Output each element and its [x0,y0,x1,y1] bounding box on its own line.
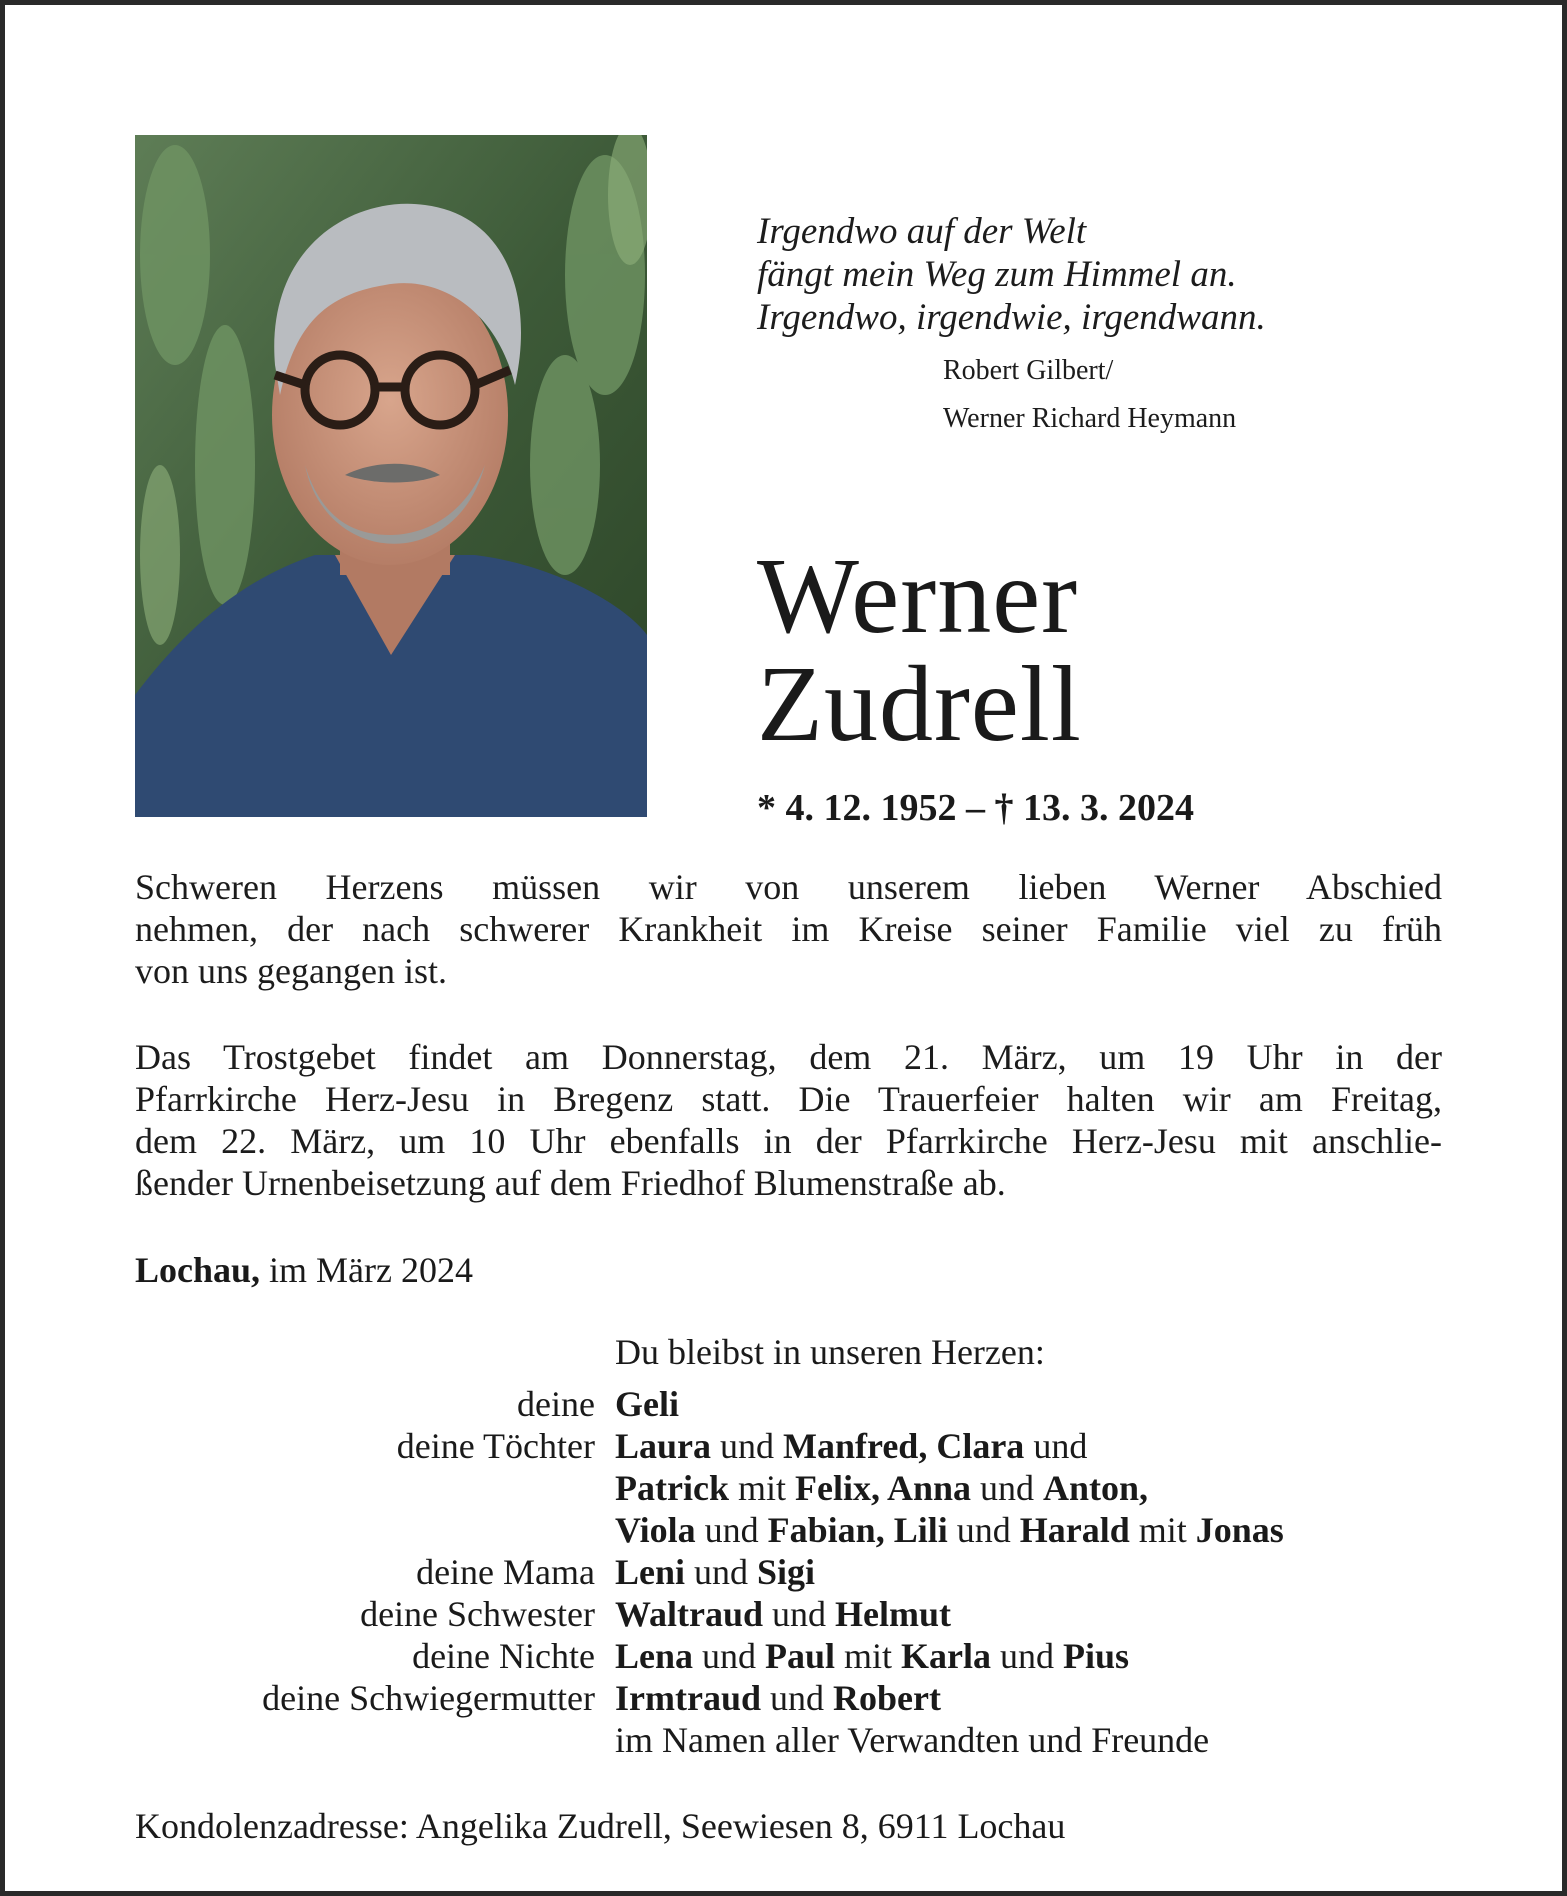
mourner-name: Jonas [1195,1510,1284,1550]
mourner-connector: und [991,1636,1064,1676]
mourner-names [615,1593,951,1635]
mourner-name: Patrick [615,1468,729,1508]
mourner-names [615,1467,1148,1509]
mourner-connector: und [711,1426,784,1466]
place-date-text: im März 2024 [260,1250,474,1290]
text-line: dem 22. März, um 10 Uhr ebenfalls in der Pfarrkirche Herz-Jesu mit anschlie- [135,1121,1442,1161]
life-dates: * 4. 12. 1952 – † 13. 3. 2024 [757,787,1194,829]
mourner-names [615,1509,1284,1551]
mourner-row [135,1509,1455,1551]
mourner-row [135,1467,1455,1509]
mourner-name: Manfred, Clara [783,1426,1025,1466]
mourner-name: Viola [615,1510,696,1550]
text-line: ßender Urnenbeisetzung auf dem Friedhof Blumenstraße ab. [135,1163,1006,1203]
mourner-connector: im Namen aller Verwandten und Freunde [615,1720,1210,1760]
last-name: Zudrell [757,645,1082,764]
mourner-name: Laura [615,1426,712,1466]
service-paragraph [135,1036,1442,1204]
mourner-names [615,1719,1209,1761]
mourner-row [135,1677,1455,1719]
mourner-connector: und [761,1678,833,1718]
mourner-row [135,1635,1455,1677]
quote-author: Werner Richard Heymann [943,403,1237,434]
mourner-relation [135,1509,595,1551]
quote-authors [943,347,1236,443]
mourner-names [615,1635,1129,1677]
mourner-relation: deine Mama [416,1552,595,1592]
mourner-relation [135,1467,595,1509]
mourner-connector: und [763,1594,836,1634]
mourner-names [615,1383,679,1425]
mourner-name: Leni [615,1552,686,1592]
mourner-relation: deine Nichte [412,1636,595,1676]
quote-author: Robert Gilbert/ [943,355,1114,386]
mourner-name: Paul [765,1636,836,1676]
mourner-connector: und [1024,1426,1088,1466]
mourner-relation: deine Schwester [360,1594,595,1634]
portrait-photo [135,135,647,817]
mourner-names [615,1677,941,1719]
text-line: Schweren Herzens müssen wir von unserem lieben Werner Abschied [135,867,1442,907]
mourner-connector: und [685,1552,758,1592]
mourner-name: Pius [1063,1636,1130,1676]
mourner-connector: mit [835,1636,902,1676]
mourner-row [135,1593,1455,1635]
mourner-name: Robert [833,1678,941,1718]
text-line: Das Trostgebet findet am Donnerstag, dem 21. März, um 19 Uhr in der [135,1037,1442,1077]
mourner-names [615,1551,815,1593]
portrait-image [135,135,647,817]
quote-line: Irgendwo, irgendwie, irgendwann. [757,297,1266,338]
mourner-name: Helmut [835,1594,952,1634]
condolence-address: Kondolenzadresse: Angelika Zudrell, Seewiesen 8, 6911 Lochau [135,1806,1066,1846]
mourner-name: Karla [901,1636,992,1676]
mourner-name: Anton, [1043,1468,1149,1508]
text-line: von uns gegangen ist. [135,951,447,991]
mourner-connector: mit [1129,1510,1196,1550]
announcement-paragraph [135,866,1442,992]
mourner-names [615,1425,1087,1467]
mourner-row [135,1719,1455,1761]
quote-line: fängt mein Weg zum Himmel an. [757,254,1237,295]
mourner-name: Sigi [757,1552,816,1592]
mourner-name: Waltraud [615,1594,764,1634]
place-date [135,1249,473,1291]
mourner-relation: deine Töchter [396,1426,595,1466]
text-line: nehmen, der nach schwerer Krankheit im Kreise seiner Familie viel zu früh [135,909,1442,949]
mourner-row [135,1383,1455,1425]
mourner-name: Geli [615,1384,679,1424]
text-line: Pfarrkirche Herz-Jesu in Bregenz statt. Die Trauerfeier halten wir am Freitag, [135,1079,1442,1119]
mourner-connector: und [971,1468,1044,1508]
quote [757,210,1266,339]
first-name: Werner [757,537,1079,656]
mourners-list [135,1383,1455,1761]
quote-line: Irgendwo auf der Welt [757,211,1087,252]
mourners-heading: Du bleibst in unseren Herzen: [615,1332,1045,1372]
mourner-name: Harald [1019,1510,1130,1550]
mourner-row [135,1425,1455,1467]
mourner-name: Lena [615,1636,694,1676]
place-town: Lochau, [135,1250,261,1290]
mourner-relation: deine Schwiegermutter [262,1678,595,1718]
mourner-row [135,1551,1455,1593]
mourner-relation [135,1719,595,1761]
mourner-name: Felix, Anna [794,1468,972,1508]
deceased-name [757,537,1082,764]
mourner-connector: mit [728,1468,795,1508]
mourner-connector: und [693,1636,766,1676]
mourner-name: Fabian, Lili [767,1510,948,1550]
mourner-connector: und [947,1510,1020,1550]
mourner-connector: und [695,1510,768,1550]
mourner-relation: deine [517,1384,595,1424]
mourner-name: Irmtraud [615,1678,761,1718]
